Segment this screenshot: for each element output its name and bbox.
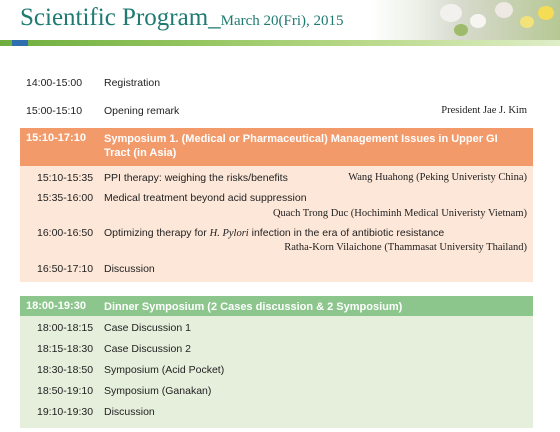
- item-time: 18:50-19:10: [37, 385, 94, 397]
- blossom-shape: [470, 14, 486, 28]
- symposium1-header: [20, 128, 533, 166]
- item-time: 18:30-18:50: [37, 364, 94, 376]
- item-title: Case Discussion 1: [104, 322, 191, 334]
- row-speaker: President Jae J. Kim: [441, 105, 527, 116]
- item-title: Case Discussion 2: [104, 343, 191, 355]
- symposium1-body: [20, 166, 533, 282]
- item-time: 18:15-18:30: [37, 343, 94, 355]
- row-title: Opening remark: [104, 105, 180, 117]
- item-title: PPI therapy: weighing the risks/benefits: [104, 172, 288, 184]
- program-row-registration: [20, 77, 533, 91]
- title-main: Scientific Program_: [20, 4, 221, 31]
- item-speaker: Wang Huahong (Peking Univeristy China): [348, 172, 527, 183]
- session-title: Symposium 1. (Medical or Pharmaceutical) Management Issues in Upper GI Tract (in Asia): [104, 133, 498, 159]
- header-divider-accent: [12, 40, 28, 46]
- row-time: 15:00-15:10: [26, 105, 83, 117]
- leaf-shape: [454, 24, 468, 36]
- dinner-symposium-header: [20, 296, 533, 316]
- header: [0, 0, 560, 40]
- item-speaker: Quach Trong Duc (Hochiminh Medical Univeristy Vietnam): [272, 208, 527, 219]
- session-time: 15:10-17:10: [26, 132, 86, 144]
- title-date: March 20(Fri), 2015: [220, 13, 344, 29]
- item-time: 16:00-16:50: [37, 227, 94, 239]
- session-title: Dinner Symposium (2 Cases discussion & 2 Symposium): [104, 301, 403, 313]
- item-time: 15:10-15:35: [37, 172, 94, 184]
- blossom-banner-image: [370, 0, 560, 40]
- item-title-italic: H. Pylori: [209, 228, 249, 239]
- blossom-shape: [538, 6, 554, 20]
- blossom-shape: [440, 4, 462, 22]
- blossom-shape: [495, 2, 513, 18]
- item-time: 19:10-19:30: [37, 406, 94, 418]
- item-time: 16:50-17:10: [37, 263, 94, 275]
- item-title: [104, 227, 444, 239]
- item-title-suffix: infection in the era of antibiotic resistance: [248, 227, 445, 239]
- dinner-symposium-body: [20, 316, 533, 428]
- blossom-shape: [520, 16, 534, 28]
- item-title: Symposium (Ganakan): [104, 385, 212, 397]
- item-title: Medical treatment beyond acid suppression: [104, 192, 307, 204]
- program-row-opening: [20, 105, 533, 119]
- item-title: Symposium (Acid Pocket): [104, 364, 225, 376]
- item-time: 15:35-16:00: [37, 192, 94, 204]
- row-time: 14:00-15:00: [26, 77, 83, 89]
- item-time: 18:00-18:15: [37, 322, 94, 334]
- session-time: 18:00-19:30: [26, 300, 86, 312]
- item-speaker: Ratha-Korn Vilaichone (Thammasat University Thailand): [284, 242, 527, 253]
- header-divider: [0, 40, 560, 46]
- item-title: Discussion: [104, 263, 155, 275]
- item-title-prefix: Optimizing therapy for: [104, 227, 210, 239]
- item-title: Discussion: [104, 406, 155, 418]
- page-title: [20, 4, 344, 32]
- row-title: Registration: [104, 77, 161, 89]
